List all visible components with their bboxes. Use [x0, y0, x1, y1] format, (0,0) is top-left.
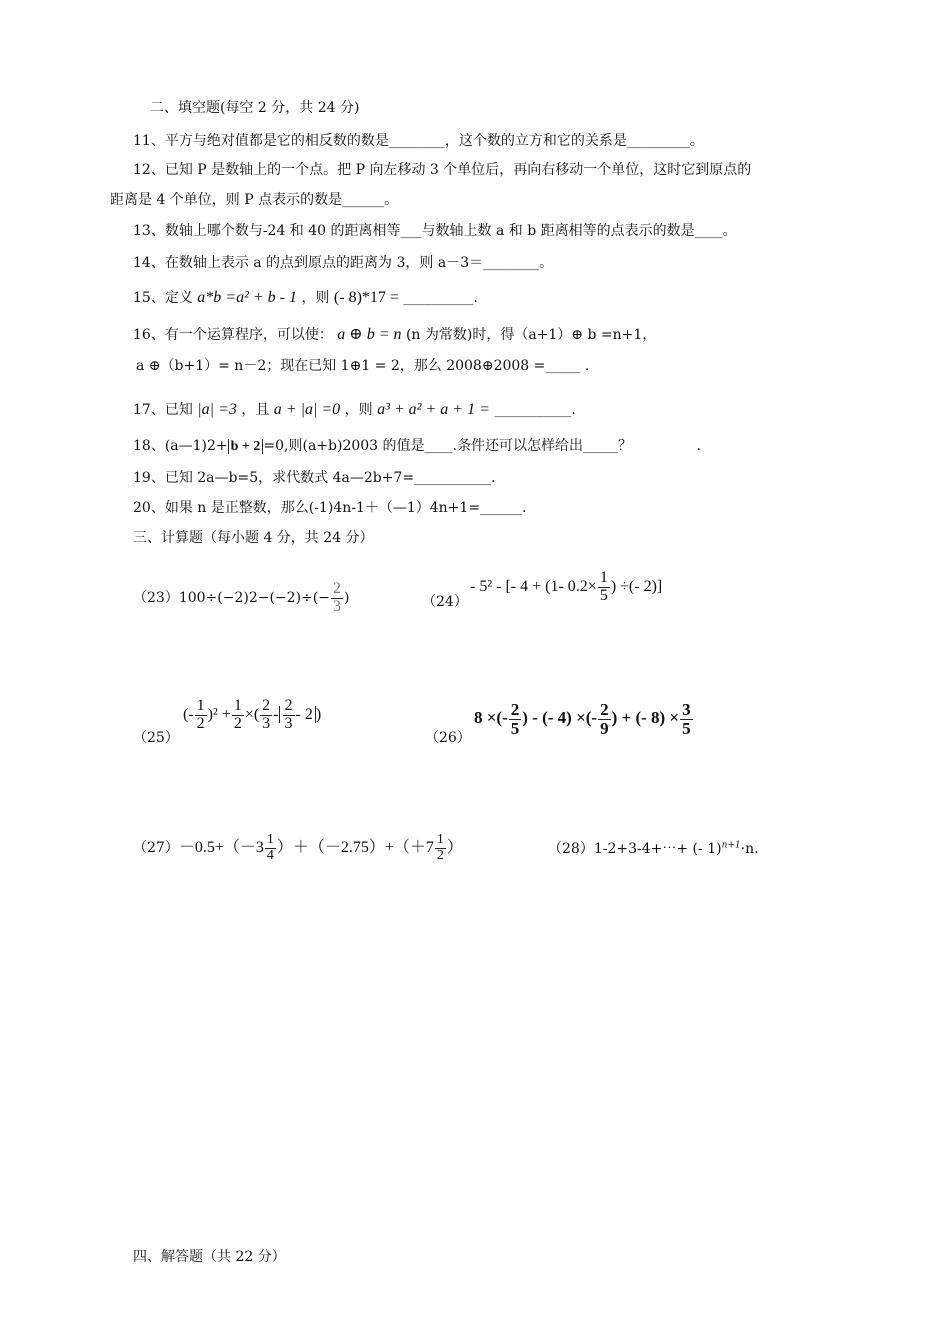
q24-fraction [598, 570, 610, 605]
question-19: 19、已知 2a—b=5，求代数式 4a—2b+7=___________. [133, 470, 496, 486]
q26-frac2 [598, 701, 611, 738]
q23-fraction [331, 581, 343, 616]
q15-blank: __________. [403, 290, 478, 306]
q24-num: 1 [599, 569, 608, 587]
q26-frac3 [680, 701, 693, 738]
problem-26-label: （26） [425, 730, 471, 746]
question-16-line2: a ⊕（b+1）= n－2；现在已知 1⊕1 = 2，那么 2008⊕2008 =_____ . [136, 358, 590, 374]
q27-label: （27） [133, 840, 179, 856]
q23-num: 2 [332, 579, 341, 597]
q26-f1-num: 2 [510, 699, 520, 719]
q25-close: ) [315, 706, 322, 723]
question-13: 13、数轴上哪个数与-24 和 40 的距离相等___与数轴上数 a 和 b 距离相等的点表示的数是____。 [133, 223, 737, 239]
section-3-heading: 三、计算题（每小题 4 分，共 24 分） [133, 530, 374, 546]
q25-sq: )² + [207, 706, 231, 723]
q25-f4-num: 2 [284, 697, 293, 715]
q23-text: 100÷(−2)2−(−2)÷(− [178, 590, 330, 606]
q17-cond2: a + |a| =0 [273, 401, 341, 418]
q28-tail: ·n. [740, 841, 759, 857]
section-4-heading: 四、解答题（共 22 分） [133, 1249, 286, 1265]
q25-f2-num: 1 [233, 697, 242, 715]
q25-f1-num: 1 [196, 697, 205, 715]
q18-dot: . [696, 438, 701, 454]
q25-frac1 [195, 698, 207, 733]
q26-part-a: 8 ×(- [474, 708, 508, 727]
q23-close: ) [343, 590, 350, 606]
q28-text: 1-2+3-4+⋯+ (- 1) [593, 841, 722, 857]
q23-den: 3 [332, 597, 341, 615]
question-15 [133, 288, 478, 308]
q25-frac4 [283, 698, 295, 733]
problem-26 [474, 695, 694, 741]
question-20: 20、如果 n 是正整数，那么(-1)4n-1＋（—1）4n+1=______. [133, 500, 527, 516]
q16-rule: a ⊕ b = n [337, 326, 402, 343]
q25-frac2 [232, 698, 244, 733]
question-11: 11、平方与绝对值都是它的相反数的数是________，这个数的立方和它的关系是_________。 [133, 133, 704, 149]
question-16-line1 [133, 325, 656, 345]
q17-prefix: 17、已知 [133, 402, 193, 418]
q28-exponent: n+1 [721, 840, 741, 851]
q25-open: (- [183, 706, 194, 723]
q26-frac1 [509, 701, 522, 738]
question-12-line1: 12、已知 P 是数轴上的一个点。把 P 向左移动 3 个单位后，再向右移动一个单位，这时它到原点的 [133, 162, 752, 178]
question-18 [133, 436, 701, 457]
q27-part-a: －0.5+（－3 [178, 839, 264, 856]
q18-abs: b + 2 [228, 439, 264, 454]
question-12-line2: 距离是 4 个单位，则 P 点表示的数是______。 [110, 192, 399, 208]
q25-minus-two: - 2 [295, 706, 313, 723]
q27-part-c: ） [446, 839, 463, 856]
q27-f2-den: 2 [436, 847, 444, 863]
q16-prefix: 16、有一个运算程序，可以使： [133, 327, 333, 343]
section-2-heading: 二、填空题(每空 2 分，共 24 分) [150, 100, 360, 116]
q26-f1-den: 5 [510, 718, 520, 738]
problem-25 [183, 692, 321, 738]
q25-f3-den: 3 [262, 714, 271, 732]
q18-text-b: =0,则(a+b)2003 的值是____.条件还可以怎样给出_____？ [263, 438, 632, 454]
q17-cond1: |a| =3 [197, 401, 237, 418]
problem-23 [133, 575, 349, 621]
problem-24 [470, 564, 662, 610]
q26-f3-den: 5 [682, 718, 691, 738]
problem-25-label: （25） [133, 730, 179, 746]
q26-part-c: ) + (- 8) × [611, 708, 680, 727]
q27-frac2 [435, 833, 446, 863]
q15-expr: (- 8)*17 = [333, 289, 399, 306]
q25-f2-den: 2 [233, 714, 242, 732]
q17-then: ，则 [344, 402, 373, 418]
q26-f3-num: 3 [682, 699, 691, 719]
q25-times: ×( [244, 706, 260, 723]
q17-blank: ___________. [494, 402, 576, 418]
q28-label: （28） [548, 841, 594, 857]
q24-pre: - 5² - [- 4 + (1- 0.2× [470, 578, 597, 595]
q25-frac3 [260, 698, 272, 733]
q25-f1-den: 2 [196, 714, 205, 732]
problem-24-label: （24） [422, 594, 468, 610]
q27-frac1 [265, 833, 276, 863]
q15-formula: a*b =a² + b - 1 [197, 289, 297, 306]
q23-label: （23） [133, 590, 179, 606]
q24-post: ) ÷(- 2)] [610, 578, 663, 595]
q27-part-b: ）＋（－2.75）+（＋7 [276, 839, 434, 856]
q17-mid: ，且 [241, 402, 270, 418]
question-14: 14、在数轴上表示 a 的点到原点的距离为 3，则 a－3＝________。 [133, 255, 554, 271]
q15-mid: ，则 [301, 290, 330, 306]
q26-f2-num: 2 [600, 699, 609, 719]
q18-text-a: 18、(a—1)2+ [133, 438, 228, 454]
q25-minus: - [273, 706, 279, 723]
q17-expr: a³ + a² + a + 1 = [377, 401, 490, 418]
problem-27 [133, 825, 463, 871]
q26-f2-den: 9 [600, 718, 609, 738]
q27-f2-num: 1 [436, 831, 444, 847]
q25-abs [279, 697, 316, 732]
q27-f1-den: 4 [266, 847, 274, 863]
q15-prefix: 15、定义 [133, 290, 193, 306]
problem-28 [548, 839, 759, 859]
q25-f4-den: 3 [284, 714, 293, 732]
q16-note: (n 为常数)时，得（a+1）⊕ b =n+1， [405, 327, 657, 343]
q25-f3-num: 2 [262, 697, 271, 715]
q24-den: 5 [599, 586, 608, 604]
q27-f1-num: 1 [266, 831, 274, 847]
question-17 [133, 400, 576, 420]
q26-part-b: ) - (- 4) ×(- [522, 708, 598, 727]
